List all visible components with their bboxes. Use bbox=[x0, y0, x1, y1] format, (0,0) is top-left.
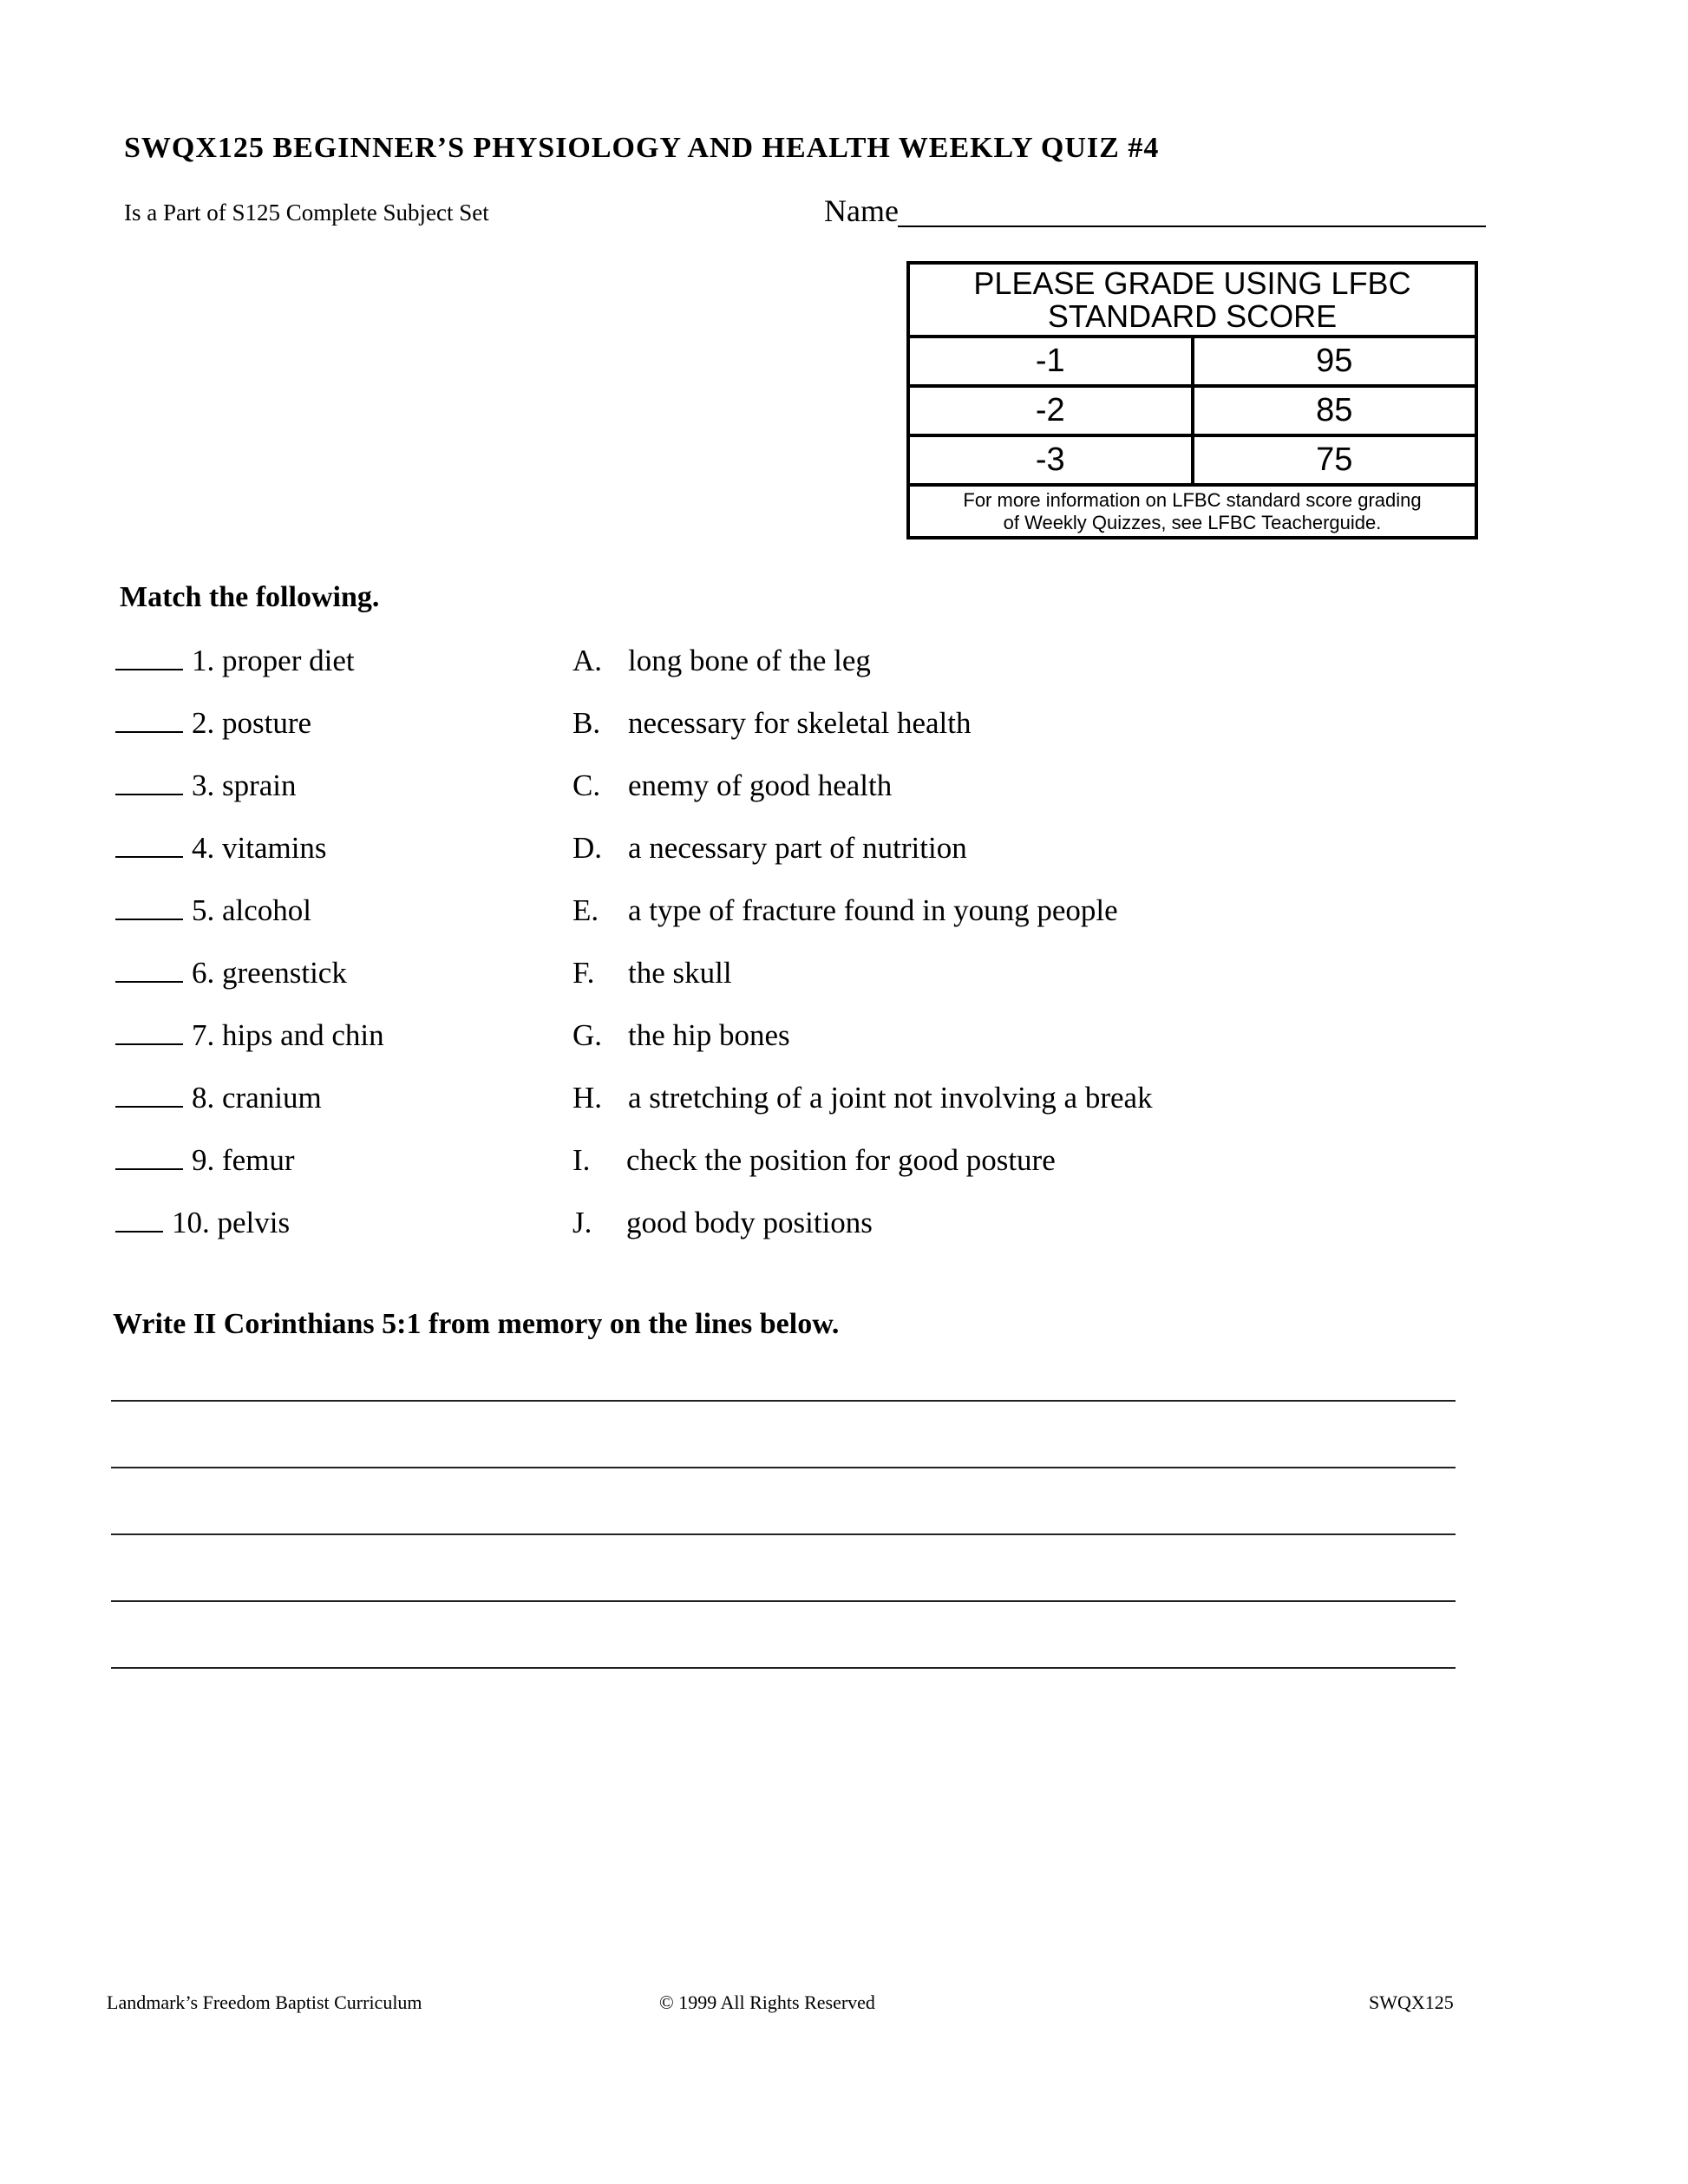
footer-copyright: © 1999 All Rights Reserved bbox=[659, 1991, 875, 2013]
option-letter: I. bbox=[572, 1143, 591, 1177]
matching-option-row bbox=[572, 1206, 873, 1240]
quiz-title: SWQX125 BEGINNER’S PHYSIOLOGY AND HEALTH WEEKLY QUIZ #4 bbox=[124, 132, 1160, 164]
grading-row bbox=[910, 338, 1475, 388]
answer-blank[interactable] bbox=[115, 794, 183, 795]
answer-blank[interactable] bbox=[115, 919, 183, 920]
writing-line[interactable] bbox=[111, 1667, 1456, 1669]
matching-term: 9. femur bbox=[192, 1143, 295, 1177]
option-letter: H. bbox=[572, 1081, 603, 1115]
standard-score: 95 bbox=[1316, 343, 1353, 379]
matching-term: 10. pelvis bbox=[172, 1206, 291, 1239]
option-letter: F. bbox=[572, 956, 595, 990]
option-letter: A. bbox=[572, 644, 603, 677]
option-text: enemy of good health bbox=[628, 768, 893, 802]
matching-term: 3. sprain bbox=[192, 768, 297, 802]
matching-term-row bbox=[115, 831, 327, 866]
option-text: a stretching of a joint not involving a break bbox=[628, 1081, 1153, 1115]
option-letter: G. bbox=[572, 1018, 603, 1052]
missed-count: -1 bbox=[910, 338, 1194, 384]
option-letter: B. bbox=[572, 706, 601, 740]
matching-term: 1. proper diet bbox=[192, 644, 355, 677]
name-field[interactable] bbox=[898, 226, 1486, 227]
matching-option-row bbox=[572, 644, 871, 678]
writing-line[interactable] bbox=[111, 1533, 1456, 1535]
matching-option-row bbox=[572, 956, 732, 991]
matching-term: 2. posture bbox=[192, 706, 312, 740]
answer-blank[interactable] bbox=[115, 1106, 183, 1108]
matching-option-row bbox=[572, 893, 1118, 928]
matching-term: 5. alcohol bbox=[192, 893, 312, 927]
footer-publisher: Landmark’s Freedom Baptist Curriculum bbox=[107, 1991, 422, 2013]
option-text: check the position for good posture bbox=[626, 1143, 1056, 1177]
matching-term-row bbox=[115, 768, 297, 803]
option-text: long bone of the leg bbox=[628, 644, 871, 677]
answer-blank[interactable] bbox=[115, 856, 183, 858]
option-text: good body positions bbox=[626, 1206, 873, 1239]
matching-heading: Match the following. bbox=[120, 581, 380, 613]
option-text: the hip bones bbox=[628, 1018, 790, 1052]
name-label: Name bbox=[824, 193, 899, 228]
matching-option-row bbox=[572, 1081, 1153, 1115]
answer-blank[interactable] bbox=[115, 669, 183, 670]
matching-option-row bbox=[572, 706, 972, 741]
matching-option-row bbox=[572, 831, 967, 866]
matching-option-row bbox=[572, 768, 892, 803]
grading-row bbox=[910, 437, 1475, 487]
option-letter: E. bbox=[572, 893, 599, 927]
matching-term: 4. vitamins bbox=[192, 831, 327, 865]
writing-line[interactable] bbox=[111, 1600, 1456, 1602]
missed-count: -3 bbox=[910, 437, 1194, 483]
grading-note-line1: For more information on LFBC standard score grading bbox=[963, 489, 1422, 511]
matching-option-row bbox=[572, 1018, 790, 1053]
option-letter: C. bbox=[572, 768, 601, 802]
subject-set-note: Is a Part of S125 Complete Subject Set bbox=[124, 199, 489, 226]
option-letter: D. bbox=[572, 831, 603, 865]
memory-verse-heading: Write II Corinthians 5:1 from memory on the lines below. bbox=[113, 1308, 840, 1340]
matching-term-row bbox=[115, 893, 311, 928]
grading-note-line2: of Weekly Quizzes, see LFBC Teacherguide. bbox=[1003, 512, 1382, 533]
matching-term-row bbox=[115, 1081, 322, 1115]
writing-line[interactable] bbox=[111, 1400, 1456, 1402]
grading-heading-line2: STANDARD SCORE bbox=[1047, 298, 1338, 334]
matching-term: 8. cranium bbox=[192, 1081, 322, 1115]
answer-blank[interactable] bbox=[115, 731, 183, 733]
matching-term: 7. hips and chin bbox=[192, 1018, 384, 1052]
grading-heading-line1: PLEASE GRADE USING LFBC bbox=[973, 265, 1411, 301]
answer-blank[interactable] bbox=[115, 1231, 163, 1233]
grading-table-heading bbox=[910, 265, 1475, 338]
standard-score: 85 bbox=[1316, 392, 1353, 428]
matching-term-row bbox=[115, 1206, 290, 1240]
matching-term-row bbox=[115, 1018, 384, 1053]
writing-line[interactable] bbox=[111, 1467, 1456, 1468]
answer-blank[interactable] bbox=[115, 1043, 183, 1045]
matching-term-row bbox=[115, 956, 347, 991]
standard-score: 75 bbox=[1316, 441, 1353, 478]
answer-blank[interactable] bbox=[115, 1168, 183, 1170]
option-text: the skull bbox=[628, 956, 732, 990]
matching-term-row bbox=[115, 706, 311, 741]
grading-row bbox=[910, 388, 1475, 437]
matching-term-row bbox=[115, 1143, 295, 1178]
option-letter: J. bbox=[572, 1206, 592, 1239]
matching-term-row bbox=[115, 644, 355, 678]
missed-count: -2 bbox=[910, 388, 1194, 434]
option-text: necessary for skeletal health bbox=[628, 706, 972, 740]
footer-code: SWQX125 bbox=[1369, 1991, 1454, 2013]
option-text: a necessary part of nutrition bbox=[628, 831, 967, 865]
answer-blank[interactable] bbox=[115, 981, 183, 983]
grading-table bbox=[906, 261, 1478, 539]
option-text: a type of fracture found in young people bbox=[628, 893, 1118, 927]
matching-term: 6. greenstick bbox=[192, 956, 347, 990]
grading-note bbox=[910, 486, 1475, 536]
matching-option-row bbox=[572, 1143, 1056, 1178]
